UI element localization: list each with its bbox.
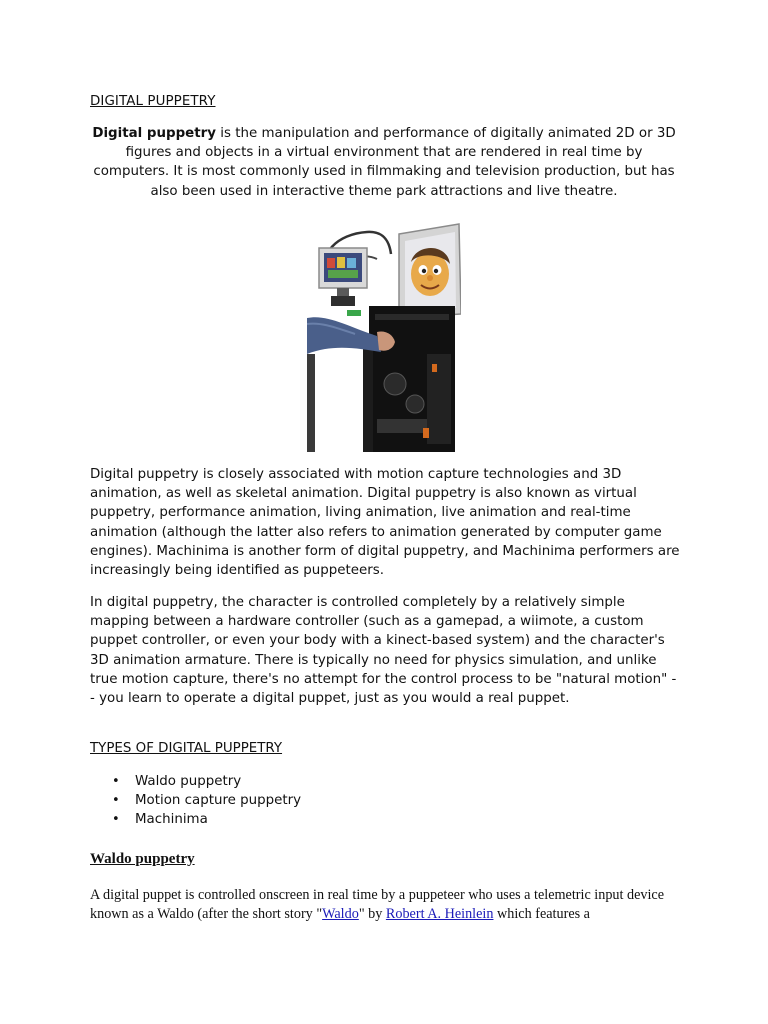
rig-frame [363, 306, 455, 452]
list-item: • Waldo puppetry [90, 772, 301, 791]
document-heading: DIGITAL PUPPETRY [90, 94, 216, 109]
types-list [90, 772, 301, 829]
small-monitor [319, 248, 367, 298]
intro-paragraph [90, 124, 678, 201]
heinlein-link[interactable]: Robert A. Heinlein [385, 906, 494, 922]
list-item: • Motion capture puppetry [90, 791, 301, 810]
paragraph-association: Digital puppetry is closely associated with motion capture technologies and 3D animation, as well as skeletal animation. Digital puppetry is also known as virtual puppetry, performance animation, living animation, live animation and real-time animation (although the latter also refers to animation generated by computer game engines). Machinima is another form of digital puppetry, and Machinima performers are increasingly being identified as puppeteers. [90, 467, 680, 579]
waldo-text-1: A digital puppet is controlled onscreen in real time by a puppeteer who uses a telemetric input device known as a Waldo (after the short story " [90, 887, 665, 922]
intro-bold-term: Digital puppetry [92, 126, 217, 141]
waldo-paragraph [90, 886, 675, 924]
types-heading: TYPES OF DIGITAL PUPPETRY [90, 741, 283, 756]
waldo-link[interactable]: Waldo [322, 906, 359, 922]
waldo-heading: Waldo puppetry [90, 851, 195, 867]
waldo-text-3: which features a [493, 906, 590, 922]
paragraph-control: In digital puppetry, the character is controlled completely by a relatively simple mapping between a hardware controller (such as a gamepad, a wiimote, a custom puppet controller, or even your body with a kinect-based system) and the character's 3D animation armature. There is typically no need for physics simulation, and unlike true motion capture, there's no attempt for the control process to be "natural motion" -- you learn to operate a digital puppet, just as you would a real puppet. [90, 595, 677, 707]
intro-text: is the manipulation and performance of digitally animated 2D or 3D figures and objects in a virtual environment that are rendered in real time by computers. It is most commonly used in filmmaking and television production, but has also been used in interactive theme park attractions and live theatre. [93, 126, 676, 199]
waldo-text-2: " by [358, 906, 386, 922]
digital-puppetry-rig-photo [307, 214, 461, 452]
list-item: • Machinima [90, 810, 301, 829]
